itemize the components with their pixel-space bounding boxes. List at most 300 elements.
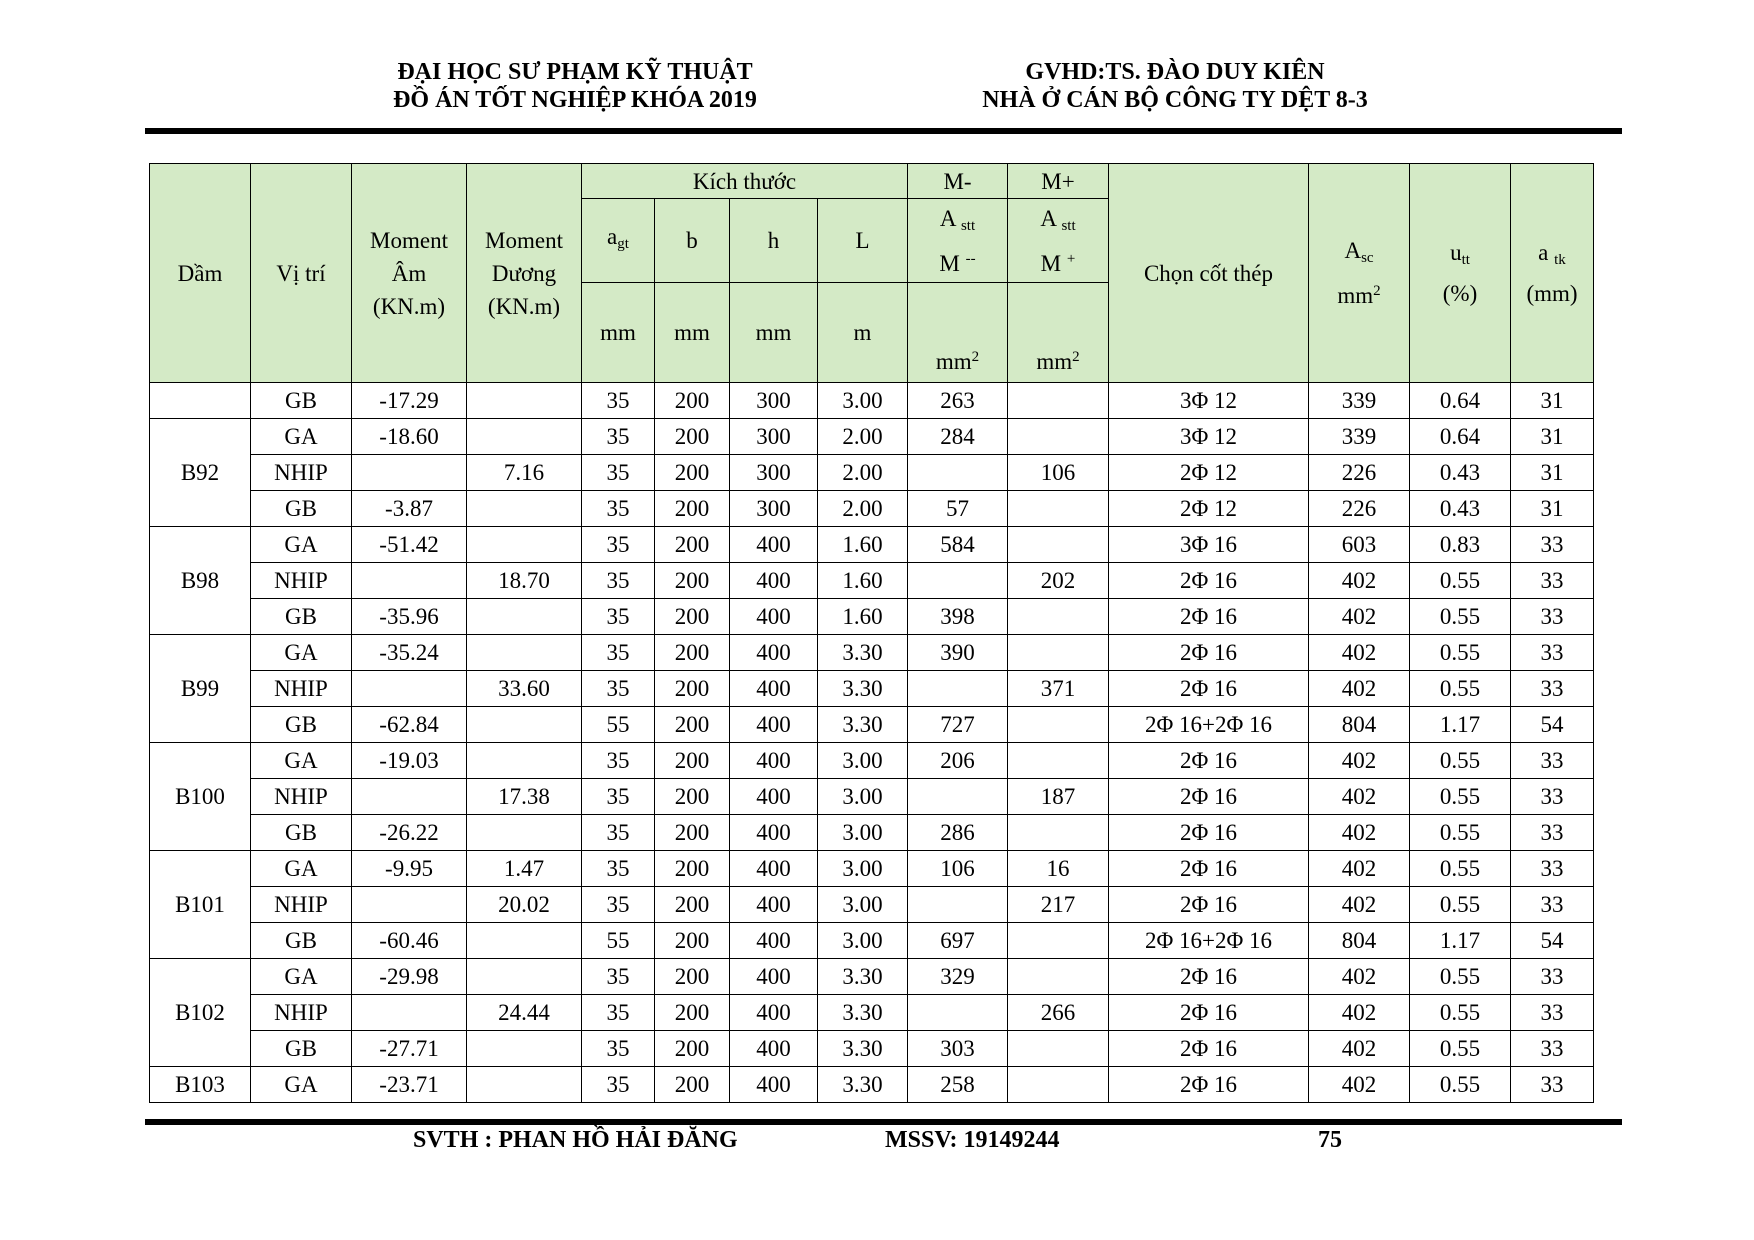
cell-L: 3.30 [818, 635, 908, 671]
cell-moment-negative [352, 671, 467, 707]
cell-position: GA [251, 743, 352, 779]
cell-asc: 402 [1309, 779, 1410, 815]
cell-L: 3.30 [818, 1067, 908, 1103]
cell-L: 2.00 [818, 455, 908, 491]
cell-astt-plus: 266 [1008, 995, 1109, 1031]
cell-position: GB [251, 707, 352, 743]
cell-L: 3.30 [818, 959, 908, 995]
cell-b: 200 [655, 419, 730, 455]
cell-b: 200 [655, 671, 730, 707]
cell-b: 200 [655, 887, 730, 923]
cell-astt-plus: 16 [1008, 851, 1109, 887]
cell-atk: 33 [1511, 743, 1594, 779]
cell-beam: B102 [150, 959, 251, 1067]
cell-astt-minus [908, 995, 1008, 1031]
cell-astt-plus [1008, 923, 1109, 959]
cell-b: 200 [655, 527, 730, 563]
cell-moment-positive [467, 923, 582, 959]
cell-agt: 35 [582, 383, 655, 419]
cell-b: 200 [655, 599, 730, 635]
cell-moment-positive: 7.16 [467, 455, 582, 491]
cell-h: 300 [730, 491, 818, 527]
cell-atk: 31 [1511, 491, 1594, 527]
cell-h: 400 [730, 923, 818, 959]
cell-agt: 35 [582, 1067, 655, 1103]
cell-b: 200 [655, 959, 730, 995]
cell-agt: 35 [582, 959, 655, 995]
cell-beam: B103 [150, 1067, 251, 1103]
cell-moment-negative: -27.71 [352, 1031, 467, 1067]
col-asc: $A_{sc}$ $mm^2$ [1309, 164, 1410, 383]
cell-b: 200 [655, 851, 730, 887]
cell-agt: 55 [582, 707, 655, 743]
cell-position: NHIP [251, 455, 352, 491]
cell-astt-minus: 57 [908, 491, 1008, 527]
cell-moment-negative [352, 563, 467, 599]
table-row [150, 743, 1594, 779]
cell-position: NHIP [251, 671, 352, 707]
cell-astt-plus: 106 [1008, 455, 1109, 491]
cell-L: 2.00 [818, 419, 908, 455]
table-row [150, 1067, 1594, 1103]
cell-moment-positive: 33.60 [467, 671, 582, 707]
cell-astt-plus: 202 [1008, 563, 1109, 599]
cell-steel-choice: 2Φ 16 [1109, 851, 1309, 887]
cell-atk: 33 [1511, 671, 1594, 707]
cell-utt: 0.55 [1410, 599, 1511, 635]
cell-position: GB [251, 599, 352, 635]
cell-atk: 33 [1511, 599, 1594, 635]
cell-L: 3.30 [818, 1031, 908, 1067]
cell-asc: 402 [1309, 671, 1410, 707]
cell-asc: 402 [1309, 851, 1410, 887]
cell-h: 400 [730, 743, 818, 779]
cell-position: NHIP [251, 995, 352, 1031]
cell-agt: 35 [582, 1031, 655, 1067]
cell-position: NHIP [251, 563, 352, 599]
col-b: b [655, 199, 730, 283]
table-row [150, 959, 1594, 995]
cell-astt-minus: 697 [908, 923, 1008, 959]
cell-utt: 0.55 [1410, 743, 1511, 779]
cell-asc: 402 [1309, 995, 1410, 1031]
cell-position: NHIP [251, 887, 352, 923]
unit-astt-minus: $mm^2$ [908, 283, 1008, 383]
cell-asc: 402 [1309, 815, 1410, 851]
cell-moment-positive [467, 815, 582, 851]
school-name: ĐẠI HỌC SƯ PHẠM KỸ THUẬT [397, 59, 753, 85]
cell-utt: 0.55 [1410, 1067, 1511, 1103]
cell-moment-positive [467, 599, 582, 635]
col-astt-plus: A $_{stt}$ M + [1008, 199, 1109, 283]
cell-position: GB [251, 923, 352, 959]
cell-astt-plus [1008, 815, 1109, 851]
cell-moment-positive [467, 743, 582, 779]
cell-steel-choice: 3Φ 16 [1109, 527, 1309, 563]
cell-moment-positive [467, 419, 582, 455]
cell-L: 1.60 [818, 563, 908, 599]
cell-moment-negative: -23.71 [352, 1067, 467, 1103]
cell-agt: 35 [582, 455, 655, 491]
cell-moment-positive: 1.47 [467, 851, 582, 887]
cell-astt-minus [908, 779, 1008, 815]
table-row [150, 455, 1594, 491]
cell-position: GA [251, 1067, 352, 1103]
cell-utt: 0.43 [1410, 491, 1511, 527]
cell-astt-minus [908, 671, 1008, 707]
student-name: SVTH : PHAN HỒ HẢI ĐĂNG [413, 1127, 738, 1153]
col-utt: $u_{tt}$ (%) [1410, 164, 1511, 383]
unit-agt: mm [582, 283, 655, 383]
cell-atk: 33 [1511, 1067, 1594, 1103]
cell-moment-positive [467, 491, 582, 527]
cell-astt-plus [1008, 635, 1109, 671]
cell-h: 400 [730, 887, 818, 923]
cell-moment-positive: 17.38 [467, 779, 582, 815]
table-row [150, 887, 1594, 923]
table-row [150, 635, 1594, 671]
table-row [150, 599, 1594, 635]
cell-atk: 33 [1511, 959, 1594, 995]
cell-asc: 226 [1309, 491, 1410, 527]
cell-h: 400 [730, 779, 818, 815]
cell-steel-choice: 2Φ 16 [1109, 743, 1309, 779]
cell-h: 300 [730, 383, 818, 419]
cell-asc: 226 [1309, 455, 1410, 491]
cell-utt: 0.55 [1410, 635, 1511, 671]
col-m-minus: M- [908, 164, 1008, 199]
unit-h: mm [730, 283, 818, 383]
col-beam: Dầm [150, 164, 251, 383]
cell-beam: B92 [150, 419, 251, 527]
cell-b: 200 [655, 707, 730, 743]
cell-astt-minus: 398 [908, 599, 1008, 635]
cell-astt-minus: 206 [908, 743, 1008, 779]
cell-steel-choice: 2Φ 16 [1109, 599, 1309, 635]
cell-moment-negative: -9.95 [352, 851, 467, 887]
cell-steel-choice: 3Φ 12 [1109, 419, 1309, 455]
cell-agt: 35 [582, 635, 655, 671]
cell-astt-plus [1008, 491, 1109, 527]
cell-steel-choice: 3Φ 12 [1109, 383, 1309, 419]
cell-h: 400 [730, 563, 818, 599]
cell-atk: 33 [1511, 887, 1594, 923]
cell-astt-minus: 258 [908, 1067, 1008, 1103]
cell-L: 2.00 [818, 491, 908, 527]
table-row [150, 563, 1594, 599]
col-h: h [730, 199, 818, 283]
cell-moment-positive: 24.44 [467, 995, 582, 1031]
cell-atk: 54 [1511, 923, 1594, 959]
cell-b: 200 [655, 563, 730, 599]
header-rule [145, 128, 1622, 134]
cell-atk: 31 [1511, 419, 1594, 455]
cell-L: 3.30 [818, 707, 908, 743]
table-row [150, 779, 1594, 815]
cell-astt-minus: 286 [908, 815, 1008, 851]
cell-steel-choice: 2Φ 16 [1109, 635, 1309, 671]
cell-position: GA [251, 635, 352, 671]
cell-utt: 0.55 [1410, 887, 1511, 923]
cell-L: 1.60 [818, 599, 908, 635]
cell-L: 3.00 [818, 887, 908, 923]
cell-astt-minus: 329 [908, 959, 1008, 995]
unit-L: m [818, 283, 908, 383]
table-row [150, 383, 1594, 419]
cell-L: 3.00 [818, 851, 908, 887]
cell-astt-minus [908, 563, 1008, 599]
cell-position: GB [251, 815, 352, 851]
cell-b: 200 [655, 923, 730, 959]
cell-L: 3.00 [818, 383, 908, 419]
cell-agt: 35 [582, 743, 655, 779]
cell-asc: 339 [1309, 419, 1410, 455]
cell-L: 3.00 [818, 923, 908, 959]
cell-L: 1.60 [818, 527, 908, 563]
cell-agt: 35 [582, 491, 655, 527]
col-m-plus: M+ [1008, 164, 1109, 199]
cell-asc: 402 [1309, 887, 1410, 923]
cell-L: 3.30 [818, 671, 908, 707]
cell-moment-negative: -51.42 [352, 527, 467, 563]
cell-steel-choice: 2Φ 16 [1109, 959, 1309, 995]
cell-moment-negative [352, 455, 467, 491]
cell-agt: 35 [582, 851, 655, 887]
cell-L: 3.30 [818, 995, 908, 1031]
cell-moment-positive [467, 527, 582, 563]
cell-steel-choice: 2Φ 12 [1109, 491, 1309, 527]
cell-asc: 402 [1309, 563, 1410, 599]
cell-asc: 402 [1309, 599, 1410, 635]
cell-utt: 0.43 [1410, 455, 1511, 491]
cell-asc: 402 [1309, 1067, 1410, 1103]
cell-b: 200 [655, 635, 730, 671]
cell-moment-negative [352, 887, 467, 923]
cell-astt-minus: 390 [908, 635, 1008, 671]
cell-astt-minus: 584 [908, 527, 1008, 563]
cell-astt-plus: 187 [1008, 779, 1109, 815]
cell-b: 200 [655, 1031, 730, 1067]
cell-position: NHIP [251, 779, 352, 815]
cell-asc: 603 [1309, 527, 1410, 563]
cell-agt: 35 [582, 419, 655, 455]
cell-moment-negative: -19.03 [352, 743, 467, 779]
cell-moment-positive [467, 383, 582, 419]
cell-atk: 33 [1511, 563, 1594, 599]
cell-astt-plus [1008, 959, 1109, 995]
cell-atk: 33 [1511, 1031, 1594, 1067]
cell-position: GB [251, 491, 352, 527]
cell-astt-minus [908, 887, 1008, 923]
cell-moment-negative: -29.98 [352, 959, 467, 995]
cell-utt: 0.55 [1410, 851, 1511, 887]
table-body [150, 383, 1594, 1103]
col-position: Vị trí [251, 164, 352, 383]
cell-h: 400 [730, 671, 818, 707]
cell-utt: 1.17 [1410, 707, 1511, 743]
cell-steel-choice: 2Φ 12 [1109, 455, 1309, 491]
cell-b: 200 [655, 491, 730, 527]
footer-rule [145, 1119, 1622, 1125]
cell-utt: 0.55 [1410, 995, 1511, 1031]
cell-atk: 33 [1511, 779, 1594, 815]
cell-agt: 35 [582, 779, 655, 815]
cell-steel-choice: 2Φ 16 [1109, 887, 1309, 923]
cell-h: 400 [730, 707, 818, 743]
table-row [150, 1031, 1594, 1067]
table-header [150, 164, 1594, 383]
table-row [150, 419, 1594, 455]
cell-b: 200 [655, 995, 730, 1031]
cell-beam: B99 [150, 635, 251, 743]
cell-h: 400 [730, 851, 818, 887]
cell-astt-minus: 727 [908, 707, 1008, 743]
cell-moment-negative: -35.96 [352, 599, 467, 635]
cell-asc: 804 [1309, 923, 1410, 959]
cell-moment-negative: -26.22 [352, 815, 467, 851]
table-row [150, 815, 1594, 851]
cell-position: GA [251, 419, 352, 455]
cell-utt: 0.55 [1410, 959, 1511, 995]
cell-steel-choice: 2Φ 16 [1109, 563, 1309, 599]
cell-position: GB [251, 1031, 352, 1067]
cell-h: 400 [730, 527, 818, 563]
cell-beam: B98 [150, 527, 251, 635]
cell-steel-choice: 2Φ 16 [1109, 815, 1309, 851]
cell-utt: 0.55 [1410, 815, 1511, 851]
cell-L: 3.00 [818, 743, 908, 779]
cell-atk: 33 [1511, 995, 1594, 1031]
col-moment-negative: Moment Âm (KN.m) [352, 164, 467, 383]
cell-b: 200 [655, 779, 730, 815]
cell-h: 400 [730, 1067, 818, 1103]
cell-astt-plus: 371 [1008, 671, 1109, 707]
cell-astt-plus [1008, 1031, 1109, 1067]
supervisor: GVHD:TS. ĐÀO DUY KIÊN [1025, 59, 1325, 85]
cell-astt-plus [1008, 599, 1109, 635]
cell-moment-negative: -60.46 [352, 923, 467, 959]
cell-atk: 33 [1511, 635, 1594, 671]
cell-h: 400 [730, 1031, 818, 1067]
cell-astt-plus [1008, 383, 1109, 419]
cell-steel-choice: 2Φ 16+2Φ 16 [1109, 707, 1309, 743]
cell-b: 200 [655, 455, 730, 491]
cell-moment-positive [467, 707, 582, 743]
col-moment-positive: Moment Dương (KN.m) [467, 164, 582, 383]
cell-beam [150, 383, 251, 419]
unit-astt-plus: $mm^2$ [1008, 283, 1109, 383]
cell-atk: 33 [1511, 851, 1594, 887]
cell-moment-negative: -3.87 [352, 491, 467, 527]
cell-moment-negative: -17.29 [352, 383, 467, 419]
cell-steel-choice: 2Φ 16 [1109, 1031, 1309, 1067]
cell-agt: 55 [582, 923, 655, 959]
cell-asc: 402 [1309, 743, 1410, 779]
cell-astt-plus: 217 [1008, 887, 1109, 923]
cell-h: 400 [730, 959, 818, 995]
cell-agt: 35 [582, 563, 655, 599]
cell-moment-negative [352, 995, 467, 1031]
cell-steel-choice: 2Φ 16 [1109, 779, 1309, 815]
cell-atk: 31 [1511, 383, 1594, 419]
cell-moment-positive: 18.70 [467, 563, 582, 599]
cell-agt: 35 [582, 527, 655, 563]
cell-h: 400 [730, 599, 818, 635]
col-L: L [818, 199, 908, 283]
cell-asc: 804 [1309, 707, 1410, 743]
cell-beam: B100 [150, 743, 251, 851]
cell-astt-minus: 263 [908, 383, 1008, 419]
cell-moment-positive [467, 1031, 582, 1067]
cell-steel-choice: 2Φ 16 [1109, 995, 1309, 1031]
col-dimensions: Kích thước [582, 164, 908, 199]
cell-steel-choice: 2Φ 16 [1109, 671, 1309, 707]
cell-utt: 0.55 [1410, 563, 1511, 599]
cell-asc: 339 [1309, 383, 1410, 419]
cell-h: 300 [730, 419, 818, 455]
col-agt: $a_{gt}$ [582, 199, 655, 283]
col-atk: a $_{tk}$ (mm) [1511, 164, 1594, 383]
cell-astt-plus [1008, 1067, 1109, 1103]
cell-b: 200 [655, 815, 730, 851]
table-row [150, 671, 1594, 707]
cell-astt-plus [1008, 527, 1109, 563]
cell-L: 3.00 [818, 815, 908, 851]
cell-b: 200 [655, 743, 730, 779]
cell-astt-plus [1008, 743, 1109, 779]
header-left [360, 58, 790, 114]
cell-atk: 31 [1511, 455, 1594, 491]
col-astt-minus: A $_{stt}$ M -- [908, 199, 1008, 283]
cell-b: 200 [655, 383, 730, 419]
cell-atk: 33 [1511, 815, 1594, 851]
cell-asc: 402 [1309, 635, 1410, 671]
header-right [950, 58, 1400, 114]
cell-agt: 35 [582, 671, 655, 707]
cell-utt: 0.55 [1410, 1031, 1511, 1067]
table-row [150, 707, 1594, 743]
cell-moment-positive [467, 635, 582, 671]
cell-moment-negative: -62.84 [352, 707, 467, 743]
cell-astt-plus [1008, 419, 1109, 455]
cell-L: 3.00 [818, 779, 908, 815]
cell-h: 400 [730, 815, 818, 851]
table-row [150, 491, 1594, 527]
cell-moment-positive [467, 959, 582, 995]
cell-agt: 35 [582, 995, 655, 1031]
cell-agt: 35 [582, 815, 655, 851]
cell-astt-plus [1008, 707, 1109, 743]
cell-b: 200 [655, 1067, 730, 1103]
beam-reinforcement-table [149, 163, 1594, 1103]
cell-moment-negative [352, 779, 467, 815]
student-id: MSSV: 19149244 [885, 1127, 1060, 1153]
cell-agt: 35 [582, 599, 655, 635]
cell-h: 300 [730, 455, 818, 491]
cell-position: GB [251, 383, 352, 419]
cell-moment-positive [467, 1067, 582, 1103]
cell-asc: 402 [1309, 1031, 1410, 1067]
cell-steel-choice: 2Φ 16 [1109, 1067, 1309, 1103]
cell-steel-choice: 2Φ 16+2Φ 16 [1109, 923, 1309, 959]
cell-moment-negative: -18.60 [352, 419, 467, 455]
cell-position: GA [251, 527, 352, 563]
cell-utt: 0.55 [1410, 779, 1511, 815]
building-name: NHÀ Ở CÁN BỘ CÔNG TY DỆT 8-3 [982, 87, 1368, 113]
table-row [150, 995, 1594, 1031]
table-row [150, 923, 1594, 959]
cell-atk: 33 [1511, 527, 1594, 563]
